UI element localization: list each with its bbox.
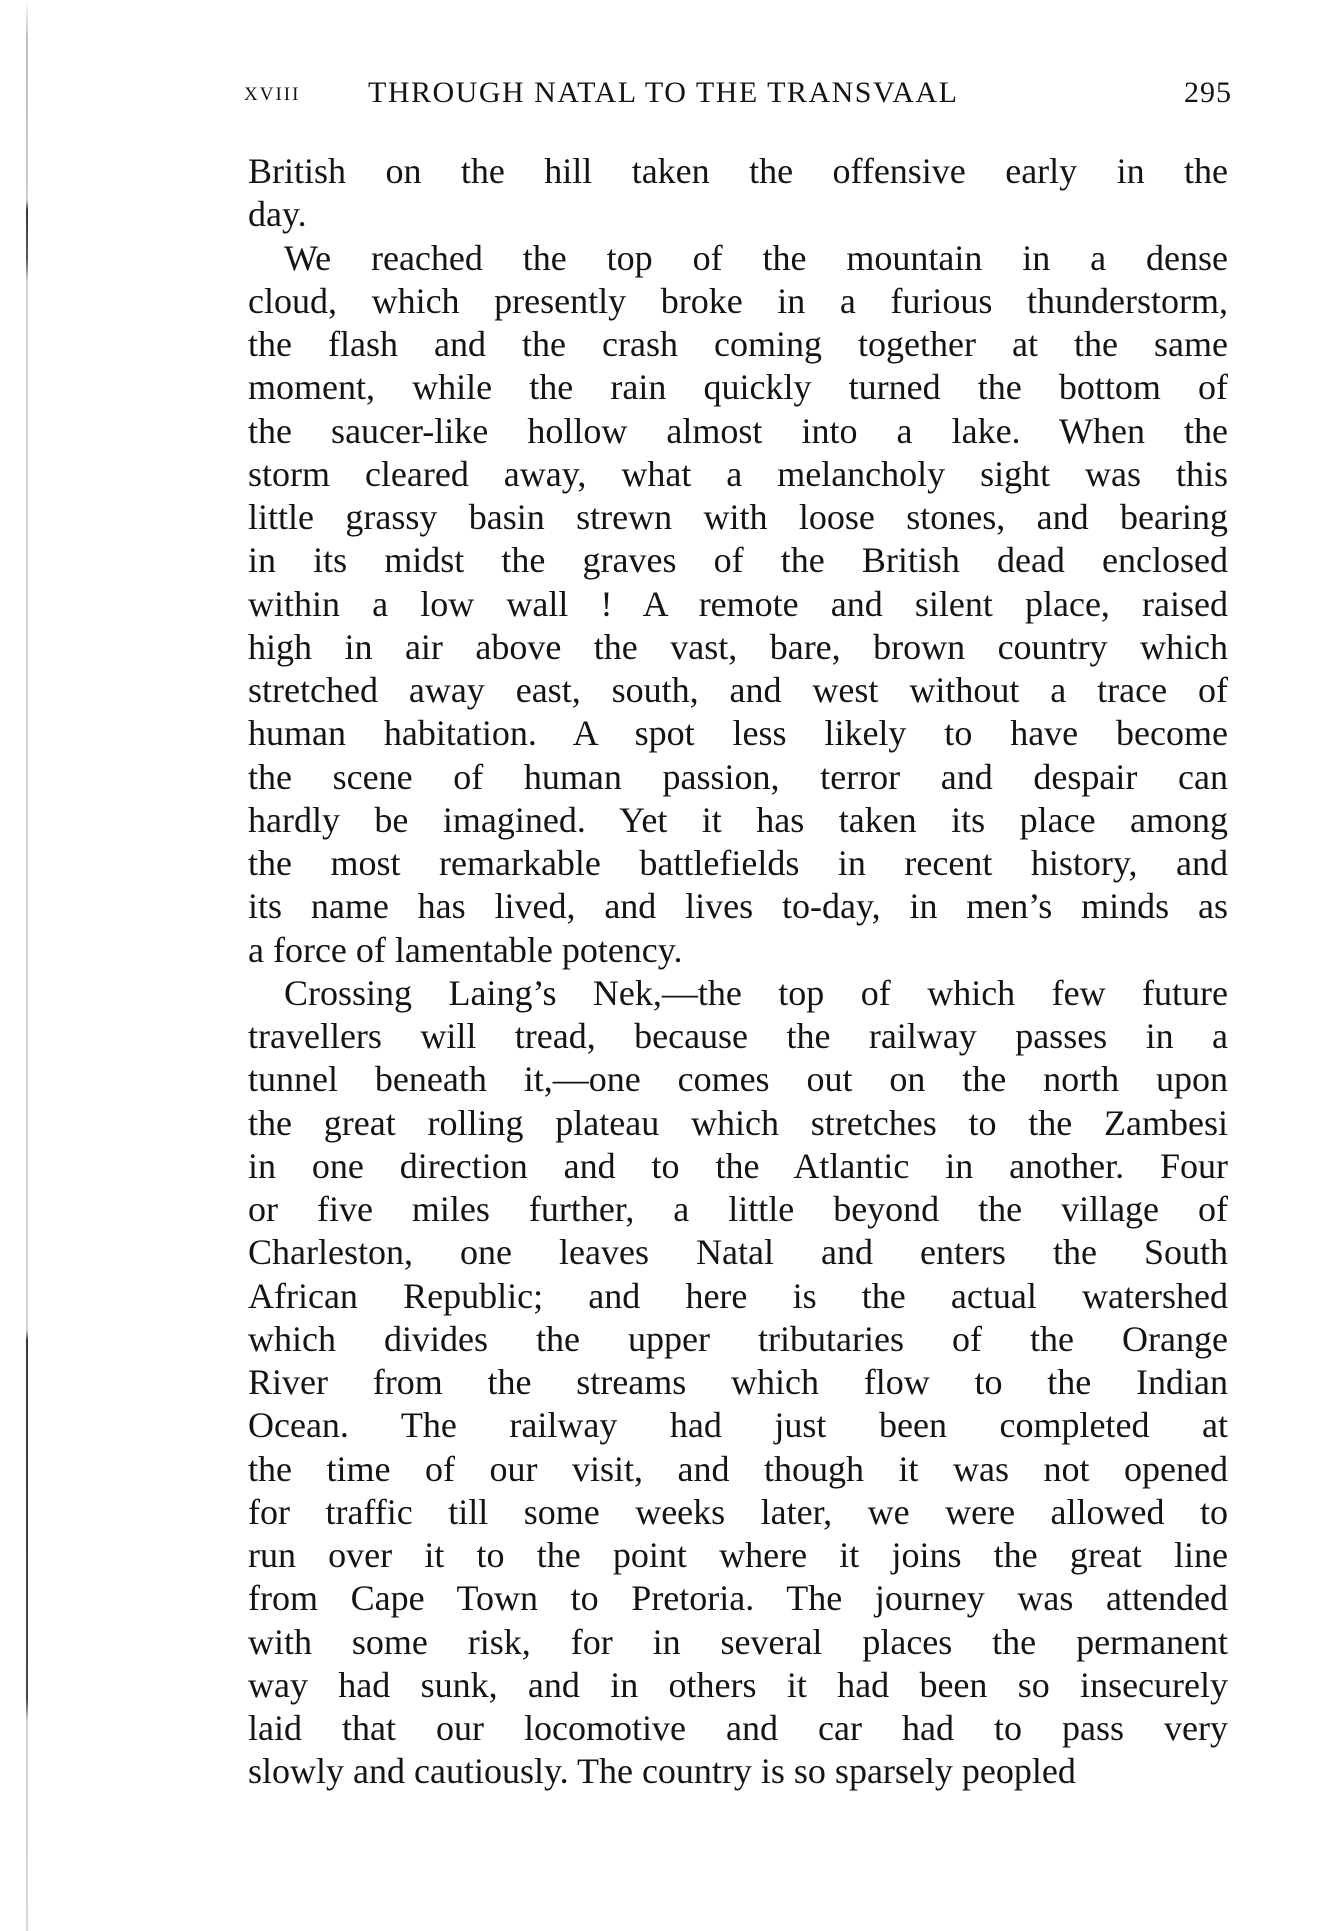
text-line: Charleston, one leaves Natal and enters the South xyxy=(248,1232,1228,1273)
text-line: slowly and cautiously. The country is so sparsely peopled xyxy=(248,1751,1076,1792)
text-line: the great rolling plateau which stretches to the Zambesi xyxy=(248,1102,1228,1143)
text-line: high in air above the vast, bare, brown country which xyxy=(248,626,1228,667)
text-line: with some risk, for in several places the permanent xyxy=(248,1621,1228,1662)
text-line: little grassy basin strewn with loose stones, and bearing xyxy=(248,497,1228,537)
page-number: 295 xyxy=(1184,76,1232,109)
text-line: African Republic; and here is the actual watershed xyxy=(248,1275,1228,1316)
paragraph xyxy=(248,150,1228,237)
text-line: stretched away east, south, and west without a trace of xyxy=(248,670,1228,710)
text-line: way had sunk, and in others it had been so insecurely xyxy=(248,1664,1228,1705)
text-line: its name has lived, and lives to-day, in men’s minds as xyxy=(248,886,1228,927)
text-line: moment, while the rain quickly turned the bottom of xyxy=(248,367,1228,408)
text-line: for traffic till some weeks later, we were allowed to xyxy=(248,1491,1228,1532)
binding-edge xyxy=(26,0,28,1931)
text-line: or five miles further, a little beyond the village of xyxy=(248,1189,1228,1229)
text-line: laid that our locomotive and car had to pass very xyxy=(248,1708,1228,1748)
running-title: THROUGH NATAL TO THE TRANSVAAL xyxy=(368,76,959,109)
running-head xyxy=(244,76,1232,116)
text-line: We reached the top of the mountain in a dense xyxy=(284,237,1228,278)
text-line: Ocean. The railway had just been completed at xyxy=(248,1405,1228,1446)
text-line: hardly be imagined. Yet it has taken its place among xyxy=(248,799,1228,840)
text-line: tunnel beneath it,—one comes out on the north upon xyxy=(248,1059,1228,1100)
text-line: Crossing Laing’s Nek,—the top of which few future xyxy=(284,972,1228,1013)
chapter-number: xviii xyxy=(244,76,301,106)
text-line: run over it to the point where it joins the great line xyxy=(248,1535,1228,1575)
text-line: the scene of human passion, terror and despair can xyxy=(248,756,1228,797)
text-line: from Cape Town to Pretoria. The journey was attended xyxy=(248,1578,1228,1619)
text-line: day. xyxy=(248,194,307,235)
text-line: British on the hill taken the offensive early in the xyxy=(248,151,1228,191)
text-line: in one direction and to the Atlantic in another. Four xyxy=(248,1145,1228,1186)
paragraph xyxy=(248,237,1228,972)
text-line: the flash and the crash coming together at the same xyxy=(248,324,1228,364)
text-line: a force of lamentable potency. xyxy=(248,929,683,970)
paragraph xyxy=(248,972,1228,1794)
text-line: the time of our visit, and though it was not opened xyxy=(248,1448,1228,1489)
text-line: human habitation. A spot less likely to have become xyxy=(248,713,1228,754)
text-line: River from the streams which flow to the Indian xyxy=(248,1362,1228,1402)
text-line: the saucer-like hollow almost into a lake. When the xyxy=(248,410,1228,451)
text-line: cloud, which presently broke in a furious thunderstorm, xyxy=(248,280,1228,321)
text-line: in its midst the graves of the British dead enclosed xyxy=(248,540,1228,581)
body-text xyxy=(248,150,1228,1794)
text-line: storm cleared away, what a melancholy sight was this xyxy=(248,453,1228,494)
text-line: which divides the upper tributaries of the Orange xyxy=(248,1318,1228,1359)
text-line: the most remarkable battlefields in recent history, and xyxy=(248,843,1228,883)
text-line: travellers will tread, because the railway passes in a xyxy=(248,1016,1228,1056)
text-line: within a low wall ! A remote and silent place, raised xyxy=(248,583,1228,624)
